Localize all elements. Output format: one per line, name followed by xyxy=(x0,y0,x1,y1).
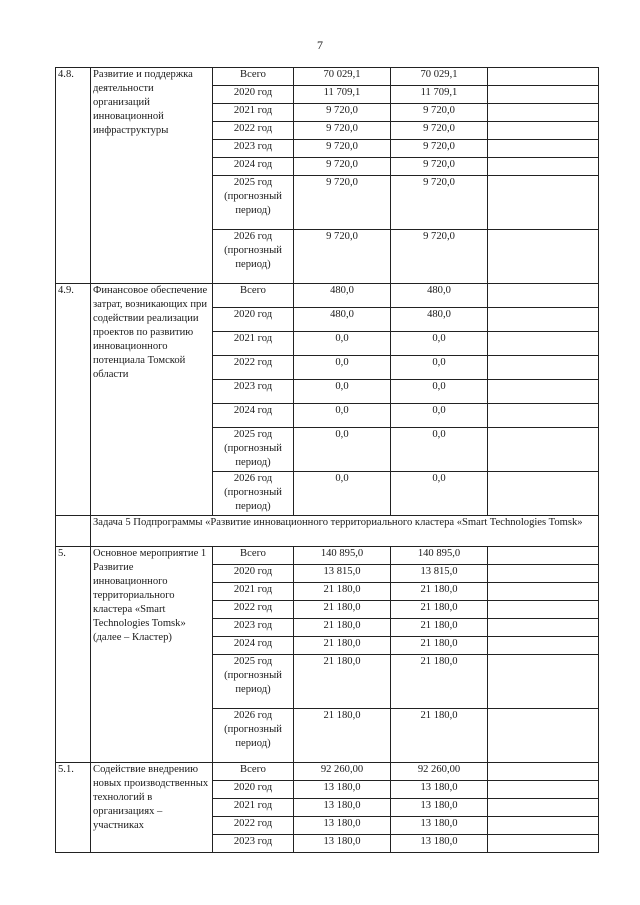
total-value-cell: 140 895,0 xyxy=(294,547,391,565)
total-value-cell: 9 720,0 xyxy=(294,104,391,122)
total-value-cell: 13 815,0 xyxy=(294,565,391,583)
empty-cell xyxy=(488,230,599,284)
total-value-cell: 21 180,0 xyxy=(294,601,391,619)
empty-cell xyxy=(488,601,599,619)
empty-cell xyxy=(488,104,599,122)
budget-value-cell: 9 720,0 xyxy=(391,140,488,158)
budget-value-cell: 11 709,1 xyxy=(391,86,488,104)
budget-value-cell: 0,0 xyxy=(391,404,488,428)
budget-value-cell: 9 720,0 xyxy=(391,122,488,140)
empty-cell xyxy=(488,380,599,404)
budget-value-cell: 13 180,0 xyxy=(391,817,488,835)
task-title: Задача 5 Подпрограммы «Развитие инновационного территориального кластера «Smart Technologies Tomsk» xyxy=(91,516,599,547)
empty-cell xyxy=(488,763,599,781)
total-value-cell: 21 180,0 xyxy=(294,637,391,655)
item-number: 4.9. xyxy=(56,284,91,516)
total-value-cell: 21 180,0 xyxy=(294,583,391,601)
year-cell: 2021 год xyxy=(213,104,294,122)
budget-value-cell: 140 895,0 xyxy=(391,547,488,565)
year-cell: 2024 год xyxy=(213,637,294,655)
empty-cell xyxy=(488,356,599,380)
item-title: Финансовое обеспечение затрат, возникающих при содействии реализации проектов по развитию инновационного потенциала Томской области xyxy=(91,284,213,516)
empty-cell xyxy=(488,122,599,140)
empty-cell xyxy=(488,547,599,565)
budget-value-cell: 21 180,0 xyxy=(391,619,488,637)
budget-table xyxy=(55,67,599,853)
total-value-cell: 9 720,0 xyxy=(294,176,391,230)
total-value-cell: 9 720,0 xyxy=(294,122,391,140)
budget-value-cell: 13 180,0 xyxy=(391,799,488,817)
total-value-cell: 13 180,0 xyxy=(294,835,391,853)
year-cell: 2021 год xyxy=(213,332,294,356)
empty-cell xyxy=(488,817,599,835)
budget-value-cell: 0,0 xyxy=(391,356,488,380)
empty-cell xyxy=(488,655,599,709)
year-cell: 2023 год xyxy=(213,380,294,404)
empty-cell xyxy=(488,68,599,86)
year-cell: Всего xyxy=(213,284,294,308)
empty-cell xyxy=(488,472,599,516)
total-value-cell: 21 180,0 xyxy=(294,655,391,709)
empty-cell xyxy=(488,637,599,655)
budget-value-cell: 13 815,0 xyxy=(391,565,488,583)
total-value-cell: 11 709,1 xyxy=(294,86,391,104)
page-number: 7 xyxy=(317,38,323,52)
total-value-cell: 0,0 xyxy=(294,404,391,428)
budget-value-cell: 13 180,0 xyxy=(391,781,488,799)
total-value-cell: 21 180,0 xyxy=(294,619,391,637)
empty-cell xyxy=(488,799,599,817)
budget-value-cell: 480,0 xyxy=(391,284,488,308)
empty-cell xyxy=(488,709,599,763)
empty-cell xyxy=(488,428,599,472)
item-number: 5.1. xyxy=(56,763,91,853)
year-cell: 2026 год (прогнозный период) xyxy=(213,709,294,763)
year-cell: 2022 год xyxy=(213,601,294,619)
budget-value-cell: 21 180,0 xyxy=(391,655,488,709)
budget-value-cell: 480,0 xyxy=(391,308,488,332)
total-value-cell: 480,0 xyxy=(294,284,391,308)
year-cell: 2024 год xyxy=(213,404,294,428)
budget-value-cell: 0,0 xyxy=(391,428,488,472)
budget-value-cell: 0,0 xyxy=(391,472,488,516)
item-number: 5. xyxy=(56,547,91,763)
year-cell: 2021 год xyxy=(213,799,294,817)
total-value-cell: 0,0 xyxy=(294,332,391,356)
budget-value-cell: 21 180,0 xyxy=(391,709,488,763)
total-value-cell: 0,0 xyxy=(294,472,391,516)
total-value-cell: 0,0 xyxy=(294,428,391,472)
empty-cell xyxy=(488,284,599,308)
table-row xyxy=(56,547,599,565)
year-cell: 2020 год xyxy=(213,781,294,799)
budget-value-cell: 9 720,0 xyxy=(391,176,488,230)
year-cell: 2020 год xyxy=(213,308,294,332)
empty-cell xyxy=(488,619,599,637)
empty-cell xyxy=(488,140,599,158)
total-value-cell: 9 720,0 xyxy=(294,230,391,284)
table-row xyxy=(56,763,599,781)
budget-value-cell: 9 720,0 xyxy=(391,158,488,176)
empty-cell xyxy=(488,565,599,583)
total-value-cell: 480,0 xyxy=(294,308,391,332)
total-value-cell: 13 180,0 xyxy=(294,781,391,799)
year-cell: 2022 год xyxy=(213,356,294,380)
year-cell: 2023 год xyxy=(213,140,294,158)
year-cell: 2025 год (прогнозный период) xyxy=(213,428,294,472)
budget-value-cell: 0,0 xyxy=(391,380,488,404)
year-cell: 2020 год xyxy=(213,565,294,583)
year-cell: 2022 год xyxy=(213,817,294,835)
year-cell: Всего xyxy=(213,763,294,781)
budget-value-cell: 21 180,0 xyxy=(391,583,488,601)
empty-cell xyxy=(488,308,599,332)
total-value-cell: 13 180,0 xyxy=(294,817,391,835)
year-cell: 2026 год (прогнозный период) xyxy=(213,472,294,516)
empty-cell xyxy=(488,835,599,853)
total-value-cell: 0,0 xyxy=(294,380,391,404)
budget-value-cell: 70 029,1 xyxy=(391,68,488,86)
year-cell: 2025 год (прогнозный период) xyxy=(213,655,294,709)
total-value-cell: 9 720,0 xyxy=(294,158,391,176)
empty-cell xyxy=(488,781,599,799)
item-title: Содействие внедрению новых производственных технологий в организациях – участниках xyxy=(91,763,213,853)
budget-value-cell: 21 180,0 xyxy=(391,637,488,655)
year-cell: 2025 год (прогнозный период) xyxy=(213,176,294,230)
year-cell: 2021 год xyxy=(213,583,294,601)
table-row xyxy=(56,284,599,308)
budget-value-cell: 9 720,0 xyxy=(391,230,488,284)
budget-value-cell: 0,0 xyxy=(391,332,488,356)
empty-cell xyxy=(488,332,599,356)
total-value-cell: 0,0 xyxy=(294,356,391,380)
task-row xyxy=(56,516,599,547)
empty-cell xyxy=(488,404,599,428)
total-value-cell: 92 260,00 xyxy=(294,763,391,781)
year-cell: 2023 год xyxy=(213,835,294,853)
year-cell: 2022 год xyxy=(213,122,294,140)
year-cell: Всего xyxy=(213,547,294,565)
total-value-cell: 9 720,0 xyxy=(294,140,391,158)
table-row xyxy=(56,68,599,86)
item-title: Развитие и поддержка деятельности организаций инновационной инфраструктуры xyxy=(91,68,213,284)
total-value-cell: 70 029,1 xyxy=(294,68,391,86)
budget-value-cell: 21 180,0 xyxy=(391,601,488,619)
budget-value-cell: 13 180,0 xyxy=(391,835,488,853)
year-cell: 2020 год xyxy=(213,86,294,104)
budget-value-cell: 92 260,00 xyxy=(391,763,488,781)
empty-cell xyxy=(488,86,599,104)
empty-cell xyxy=(488,583,599,601)
empty-cell xyxy=(488,176,599,230)
year-cell: 2026 год (прогнозный период) xyxy=(213,230,294,284)
total-value-cell: 13 180,0 xyxy=(294,799,391,817)
year-cell: Всего xyxy=(213,68,294,86)
empty-cell xyxy=(488,158,599,176)
total-value-cell: 21 180,0 xyxy=(294,709,391,763)
year-cell: 2024 год xyxy=(213,158,294,176)
item-number: 4.8. xyxy=(56,68,91,284)
budget-value-cell: 9 720,0 xyxy=(391,104,488,122)
item-title: Основное мероприятие 1 Развитие инновационного территориального кластера «Smart Technologies Tomsk» (далее – Кластер) xyxy=(91,547,213,763)
year-cell: 2023 год xyxy=(213,619,294,637)
empty-cell xyxy=(56,516,91,547)
